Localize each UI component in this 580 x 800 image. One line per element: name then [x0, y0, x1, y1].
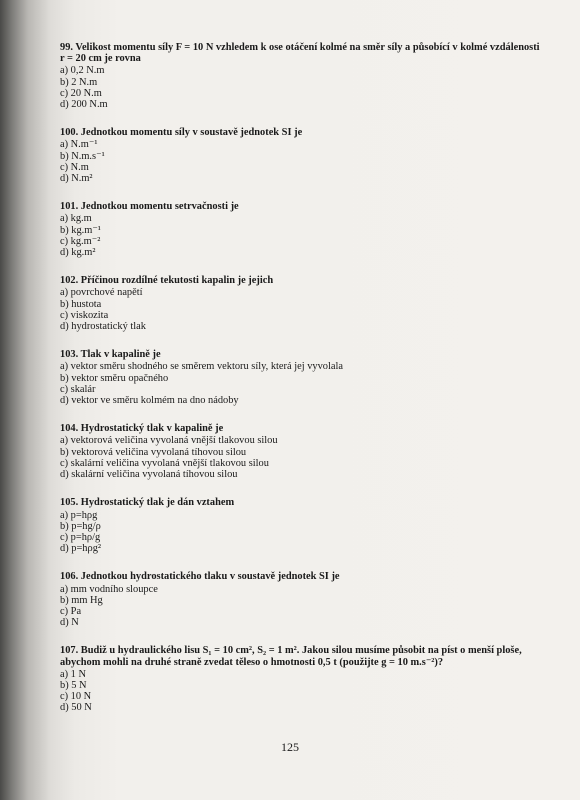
- answer-option: a) vektor směru shodného se směrem vektoru síly, která jej vyvolala: [60, 361, 343, 373]
- answer-option: d) 200 N.m: [60, 99, 108, 111]
- answer-list: [60, 213, 540, 258]
- answer-option: c) p=hρ/g: [60, 531, 101, 543]
- question-title: 99. Velikost momentu síly F = 10 N vzhledem k ose otáčení kolmé na směr síly a působící v kolmé vzdálenosti r = 20 cm je rovna: [60, 42, 540, 65]
- answer-option: b) vektorová veličina vyvolaná tíhovou silou: [60, 446, 247, 458]
- answer-option: c) skalární veličina vyvolaná vnější tlakovou silou: [60, 457, 269, 469]
- answer-option: d) N.m²: [60, 173, 93, 185]
- answer-option: b) 2 N.m: [60, 76, 98, 88]
- question-title: 102. Příčinou rozdílné tekutosti kapalin je jejich: [60, 275, 274, 287]
- answer-option: d) p=hρg²: [60, 543, 101, 555]
- answer-option: b) p=hg/ρ: [60, 520, 101, 532]
- answer-option: c) 10 N: [60, 691, 92, 703]
- question-title: 104. Hydrostatický tlak v kapalině je: [60, 423, 224, 435]
- question-title: 100. Jednotkou momentu síly v soustavě jednotek SI je: [60, 127, 303, 139]
- answer-option: c) Pa: [60, 605, 82, 617]
- question: [60, 201, 540, 258]
- question-title: 101. Jednotkou momentu setrvačnosti je: [60, 201, 239, 213]
- answer-option: a) mm vodního sloupce: [60, 583, 158, 595]
- answer-option: a) N.m⁻¹: [60, 139, 98, 151]
- answer-option: d) skalární veličina vyvolaná tíhovou silou: [60, 469, 238, 481]
- answer-option: d) vektor ve směru kolmém na dno nádoby: [60, 395, 239, 407]
- answer-option: d) kg.m²: [60, 247, 96, 259]
- answer-option: a) 0,2 N.m: [60, 65, 105, 77]
- answer-list: [60, 584, 540, 629]
- question-list: [60, 42, 540, 731]
- answer-option: a) kg.m: [60, 213, 92, 225]
- answer-list: [60, 435, 540, 480]
- question-title: 106. Jednotkou hydrostatického tlaku v soustavě jednotek SI je: [60, 571, 340, 583]
- question: [60, 349, 540, 406]
- answer-option: d) 50 N: [60, 702, 92, 714]
- answer-option: b) N.m.s⁻¹: [60, 150, 105, 162]
- answer-option: c) 20 N.m: [60, 87, 102, 99]
- answer-option: c) N.m: [60, 161, 89, 173]
- question: [60, 275, 540, 332]
- answer-option: a) p=hρg: [60, 509, 98, 521]
- answer-option: d) hydrostatický tlak: [60, 321, 146, 333]
- answer-list: [60, 65, 540, 110]
- question-title: 107. Budiž u hydraulického lisu S₁ = 10 cm², S₂ = 1 m². Jakou silou musíme působit na píst o menší ploše, abychom mohli na druhé straně zvedat těleso o hmotnosti 0,5 t (použijte g = 10 m.s⁻²)?: [60, 645, 522, 668]
- question: [60, 497, 540, 554]
- answer-option: c) kg.m⁻²: [60, 235, 101, 247]
- answer-option: a) 1 N: [60, 668, 86, 680]
- question: [60, 423, 540, 480]
- answer-option: b) vektor směru opačného: [60, 372, 169, 384]
- answer-option: b) mm Hg: [60, 594, 103, 606]
- answer-option: c) skalár: [60, 383, 96, 395]
- question-title: 105. Hydrostatický tlak je dán vztahem: [60, 497, 235, 509]
- answer-list: [60, 139, 540, 184]
- answer-option: b) hustota: [60, 298, 102, 310]
- answer-option: b) 5 N: [60, 679, 87, 691]
- answer-list: [60, 669, 540, 714]
- answer-list: [60, 510, 540, 555]
- answer-option: a) vektorová veličina vyvolaná vnější tlakovou silou: [60, 435, 278, 447]
- answer-list: [60, 361, 540, 406]
- answer-option: d) N: [60, 617, 79, 629]
- answer-option: a) povrchové napětí: [60, 287, 143, 299]
- question: [60, 571, 540, 628]
- answer-option: b) kg.m⁻¹: [60, 224, 101, 236]
- question: [60, 127, 540, 184]
- answer-list: [60, 287, 540, 332]
- question: [60, 645, 540, 713]
- answer-option: c) viskozita: [60, 309, 109, 321]
- page-number: 125: [281, 740, 299, 754]
- question: [60, 42, 540, 110]
- question-title: 103. Tlak v kapalině je: [60, 349, 161, 361]
